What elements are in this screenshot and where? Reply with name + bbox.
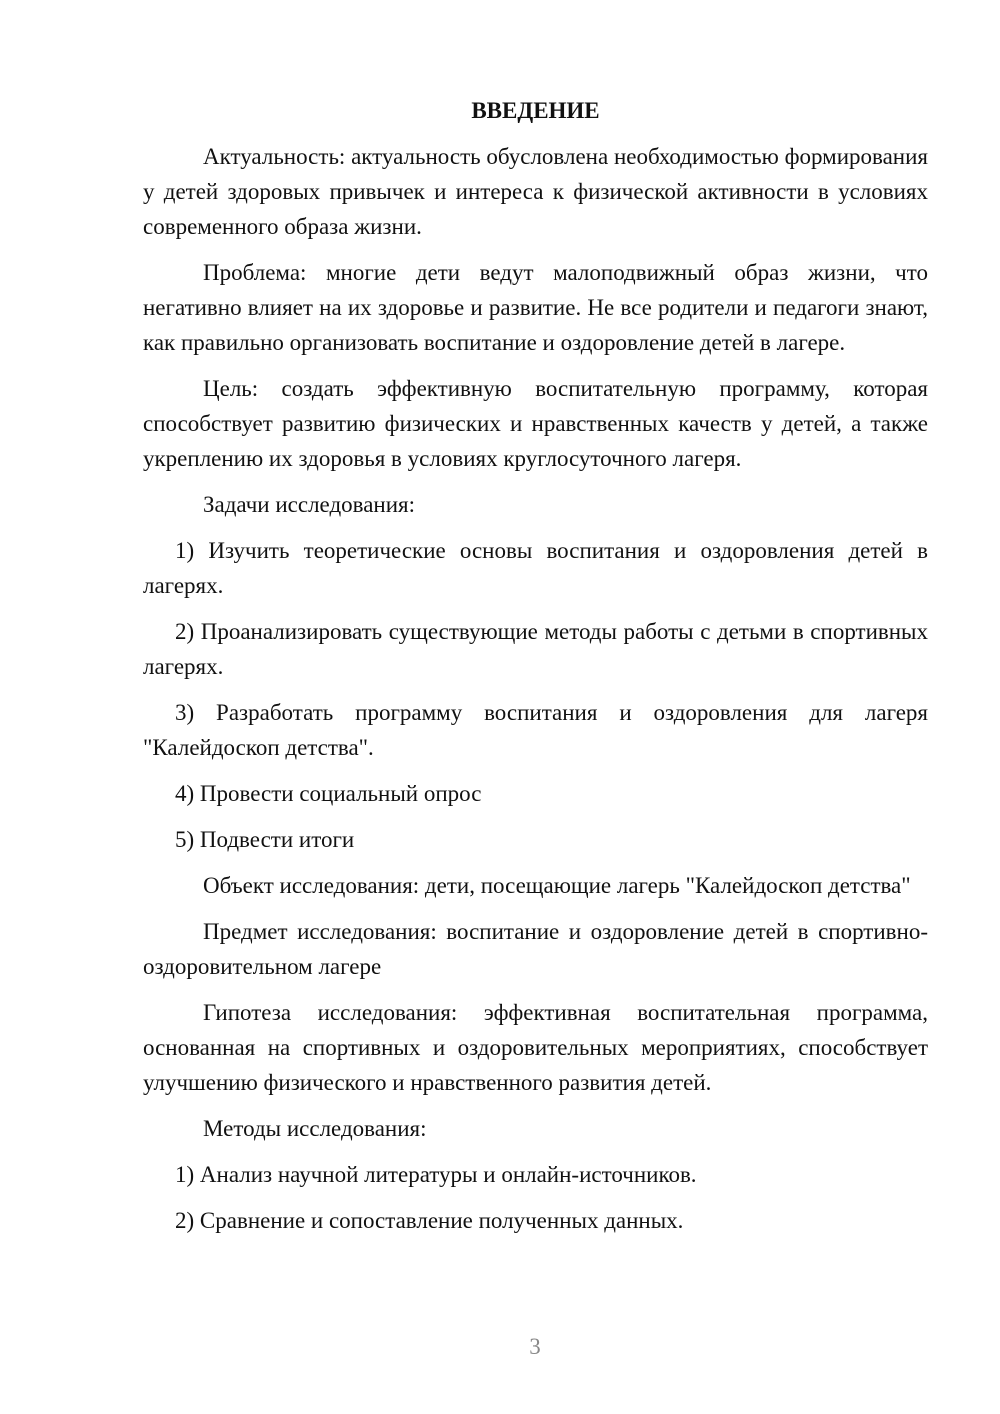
methods-heading: Методы исследования: — [203, 1116, 427, 1141]
subject-paragraph: Предмет исследования: воспитание и оздоровление детей в спортивно-оздоровительном лагере — [143, 919, 928, 979]
hypothesis-paragraph: Гипотеза исследования: эффективная воспитательная программа, основанная на спортивных и оздоровительных мероприятиях, способствует улучшению физического и нравственного развития детей. — [143, 1000, 928, 1095]
method-item-1: 1) Анализ научной литературы и онлайн-источников. — [175, 1162, 697, 1187]
task-item-1: 1) Изучить теоретические основы воспитания и оздоровления детей в лагерях. — [143, 538, 928, 598]
object-paragraph: Объект исследования: дети, посещающие лагерь "Калейдоскоп детства" — [203, 873, 911, 898]
relevance-paragraph: Актуальность: актуальность обусловлена необходимостью формирования у детей здоровых привычек и интереса к физической активности в условиях современного образа жизни. — [143, 144, 928, 239]
task-item-2: 2) Проанализировать существующие методы работы с детьми в спортивных лагерях. — [143, 619, 928, 679]
task-item-4: 4) Провести социальный опрос — [175, 781, 482, 806]
page-number: 3 — [529, 1334, 541, 1359]
task-item-3: 3) Разработать программу воспитания и оздоровления для лагеря "Калейдоскоп детства". — [143, 700, 928, 760]
section-title: ВВЕДЕНИЕ — [471, 98, 600, 123]
goal-paragraph: Цель: создать эффективную воспитательную программу, которая способствует развитию физических и нравственных качеств у детей, а также укреплению их здоровья в условиях круглосуточного лагеря. — [143, 376, 928, 471]
task-item-5: 5) Подвести итоги — [175, 827, 355, 852]
tasks-heading: Задачи исследования: — [203, 492, 416, 517]
problem-paragraph: Проблема: многие дети ведут малоподвижный образ жизни, что негативно влияет на их здоровье и развитие. Не все родители и педагоги знают, как правильно организовать воспитание и оздоровление детей в лагере. — [143, 260, 928, 355]
method-item-2: 2) Сравнение и сопоставление полученных данных. — [175, 1208, 684, 1233]
page-content — [143, 93, 928, 1249]
